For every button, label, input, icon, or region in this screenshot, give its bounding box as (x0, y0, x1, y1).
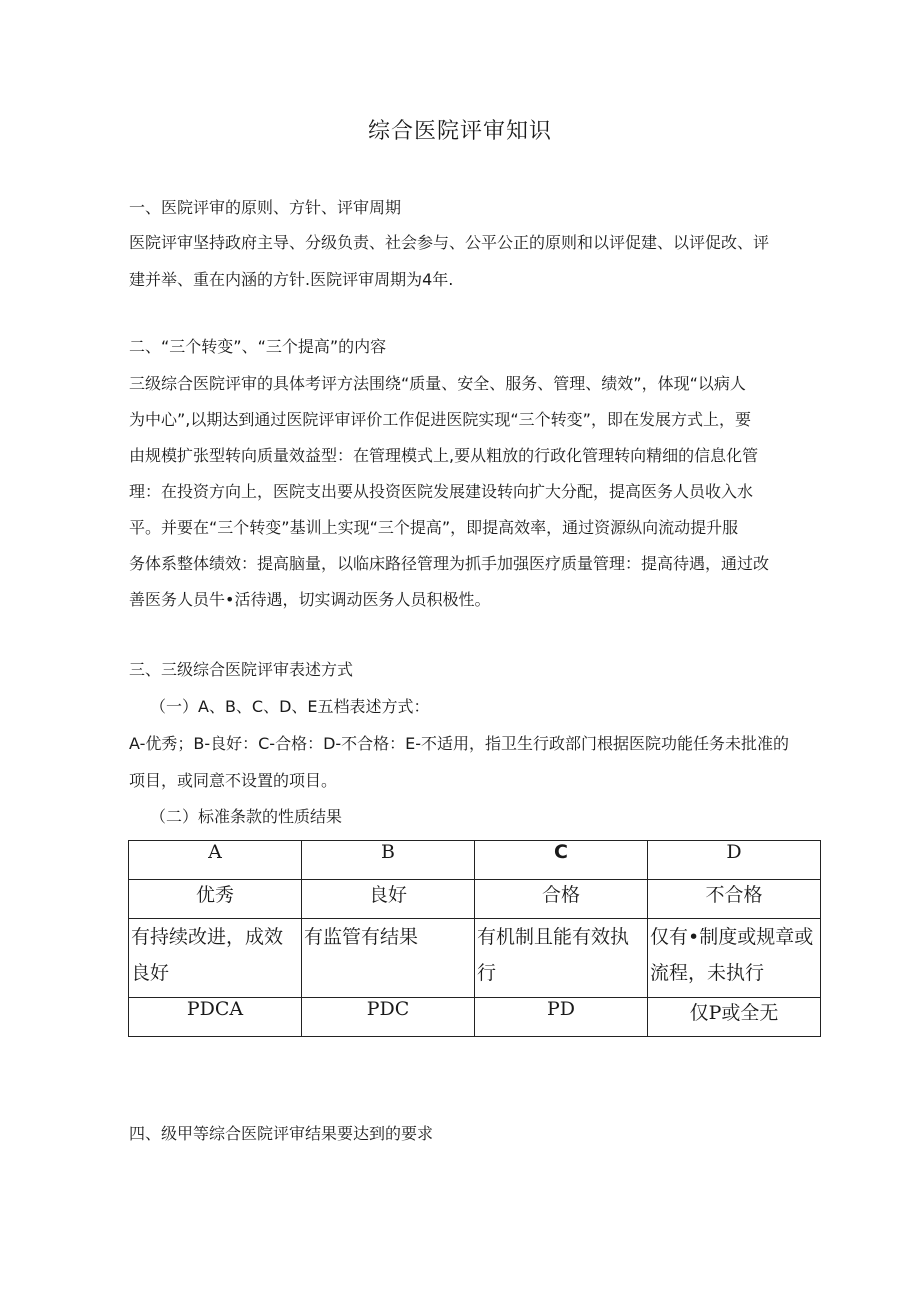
section-2-text-line: 善医务人员牛•活待遇，切实调动医务人员积极性。 (129, 590, 491, 609)
section-1-text-line: 建并举、重在内涵的方针.医院评审周期为4年. (129, 270, 454, 289)
table-cell: 有持续改进，成效良好 (129, 919, 302, 998)
section-2-heading: 二、“三个转变”、“三个提高”的内容 (129, 337, 387, 356)
table-header-cell: A (129, 841, 302, 880)
section-2-text-line: 务体系整体绩效：提高脑量，以临床路径管理为抓手加强医疗质量管理：提高待遇，通过改 (129, 554, 770, 573)
table-cell: 合格 (475, 880, 648, 919)
section-2-text-line: 理：在投资方向上，医院支出要从投资医院发展建设转向扩大分配，提高医务人员收入水 (129, 482, 754, 501)
section-1-heading: 一、医院评审的原则、方针、评审周期 (129, 198, 402, 217)
table-header-row (129, 841, 821, 880)
section-4-heading: 四、级甲等综合医院评审结果要达到的要求 (129, 1124, 434, 1143)
table-cell: 有监管有结果 (302, 919, 475, 998)
grade-table (128, 840, 821, 1037)
table-cell: PDCA (129, 998, 302, 1037)
section-3-heading: 三、三级综合医院评审表述方式 (129, 660, 354, 679)
table-cell: PDC (302, 998, 475, 1037)
section-3-subheading-2: （二）标准条款的性质结果 (150, 807, 343, 826)
table-cell: 仅有•制度或规章或流程，未执行 (648, 919, 821, 998)
page-title: 综合医院评审知识 (367, 119, 552, 144)
table-cell: PD (475, 998, 648, 1037)
section-1-text-line: 医院评审坚持政府主导、分级负责、社会参与、公平公正的原则和以评促建、以评促改、评 (129, 233, 770, 252)
table-cell: 优秀 (129, 880, 302, 919)
section-2-text-line: 为中心”,以期达到通过医院评审评价工作促进医院实现“三个转变”，即在发展方式上，要 (129, 410, 751, 429)
table-header-cell: B (302, 841, 475, 880)
table-cell: 仅P或全无 (648, 998, 821, 1037)
table-row-description (129, 919, 821, 998)
table-row-grade (129, 880, 821, 919)
table-cell: 良好 (302, 880, 475, 919)
section-3-text-line: 项目，或同意不设置的项目。 (129, 771, 338, 790)
section-2-text-line: 平。并要在“三个转变”基训上实现“三个提高”，即提高效率，通过资源纵向流动提升服 (129, 518, 739, 537)
section-3-subheading-1: （一）A、B、C、D、E五档表述方式： (150, 697, 430, 716)
table-row-code (129, 998, 821, 1037)
table-cell: 不合格 (648, 880, 821, 919)
section-2-text-line: 由规模扩张型转向质量效益型：在管理模式上,要从粗放的行政化管理转向精细的信息化管 (129, 446, 759, 465)
table-header-cell: D (648, 841, 821, 880)
table-cell: 有机制且能有效执行 (475, 919, 648, 998)
section-2-text-line: 三级综合医院评审的具体考评方法围绕“质量、安全、服务、管理、绩效”，体现“以病人 (129, 374, 746, 393)
section-3-text-line: A-优秀；B-良好：C-合格：D-不合格：E-不适用，指卫生行政部门根据医院功能任务未批准的 (129, 734, 790, 753)
table-header-cell: C (475, 841, 648, 880)
